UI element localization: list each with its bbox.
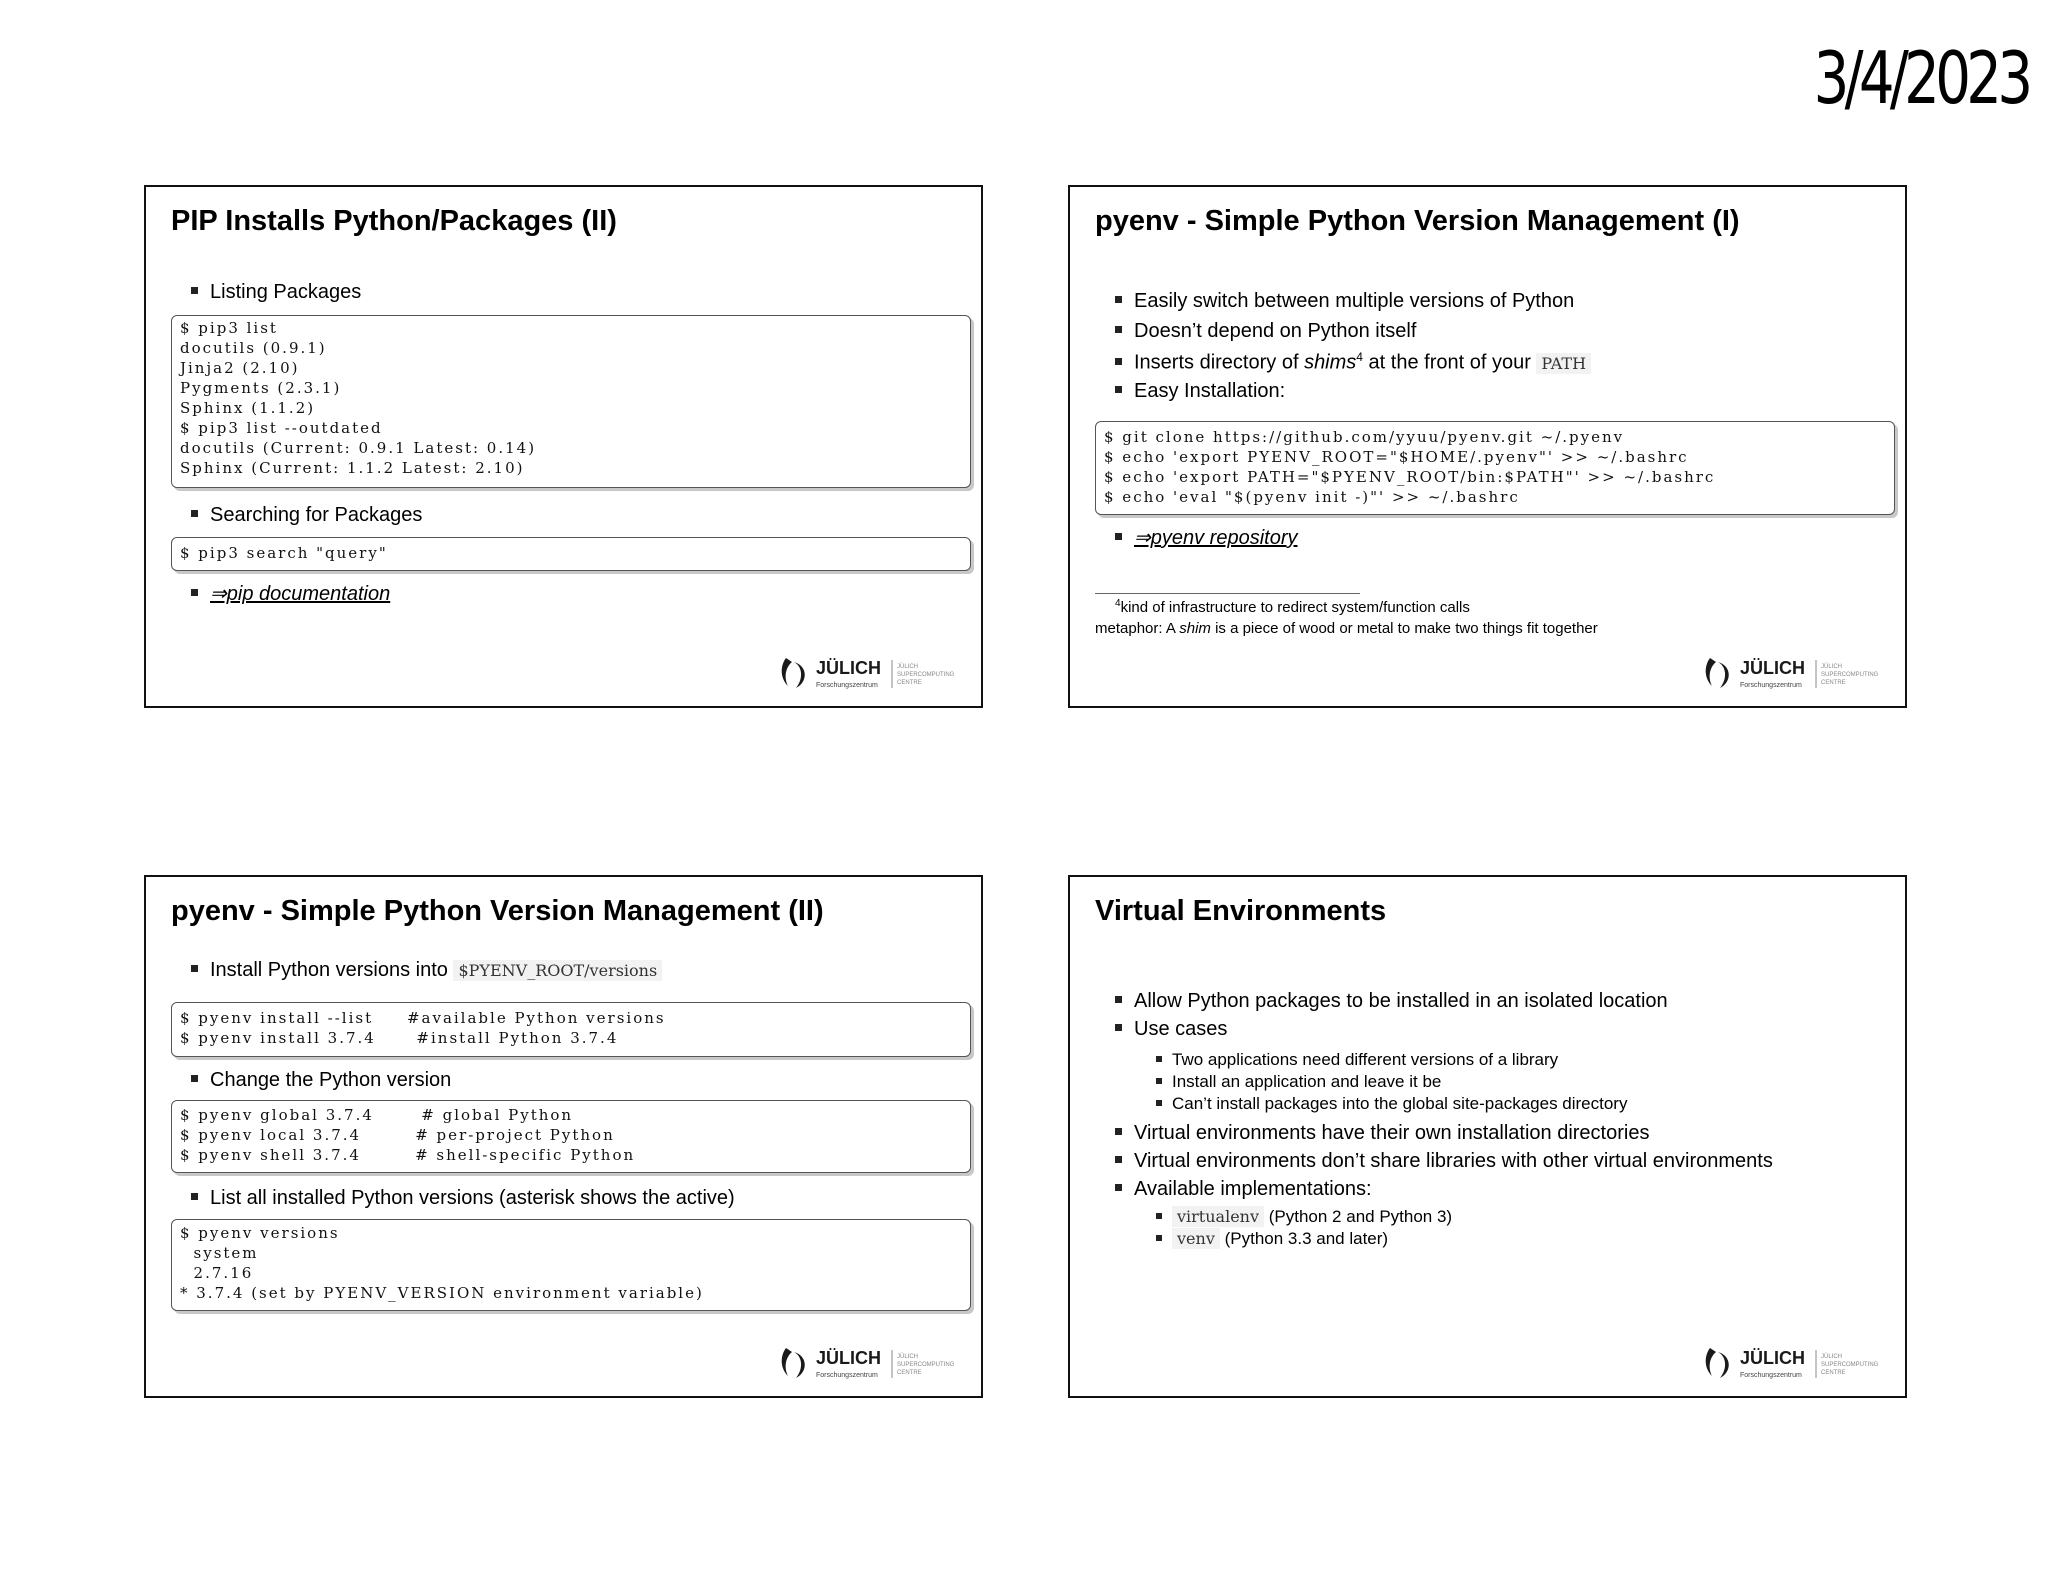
bullet-listing-packages: Listing Packages bbox=[191, 281, 361, 304]
slide-title: pyenv - Simple Python Version Management (II) bbox=[171, 895, 824, 927]
bullet-square-icon bbox=[191, 965, 198, 972]
svg-text:JÜLICH: JÜLICH bbox=[816, 1348, 882, 1368]
code-line: $ pyenv global 3.7.4 # global Python bbox=[180, 1106, 574, 1124]
sub-bullet-virtualenv: virtualenv (Python 2 and Python 3) bbox=[1156, 1207, 1452, 1227]
path-code: PATH bbox=[1536, 353, 1591, 374]
slide-title: PIP Installs Python/Packages (II) bbox=[171, 205, 617, 237]
bullet-doesnt-depend: Doesn’t depend on Python itself bbox=[1115, 320, 1416, 343]
code-line: 2.7.16 bbox=[180, 1264, 254, 1282]
svg-text:Forschungszentrum: Forschungszentrum bbox=[816, 682, 878, 689]
code-line: $ git clone https://github.com/yyuu/pyenv.git ~/.pyenv bbox=[1104, 428, 1625, 446]
bullet-square-icon bbox=[1115, 1128, 1122, 1135]
bullet-pyenv-repository bbox=[1115, 525, 1298, 550]
svg-text:SUPERCOMPUTING: SUPERCOMPUTING bbox=[1821, 1362, 1879, 1368]
svg-text:CENTRE: CENTRE bbox=[1821, 1370, 1846, 1376]
bullet-available-implementations: Available implementations: bbox=[1115, 1178, 1372, 1201]
bullet-square-icon bbox=[191, 1193, 198, 1200]
sub-bullet-venv: venv (Python 3.3 and later) bbox=[1156, 1229, 1388, 1249]
bullet-list-installed: List all installed Python versions (asterisk shows the active) bbox=[191, 1187, 735, 1210]
svg-text:CENTRE: CENTRE bbox=[897, 1370, 922, 1376]
svg-text:JÜLICH: JÜLICH bbox=[816, 658, 882, 678]
bullet-pip-documentation bbox=[191, 581, 390, 606]
julich-logo bbox=[778, 654, 963, 692]
code-line: $ pyenv local 3.7.4 # per-project Python bbox=[180, 1126, 615, 1144]
svg-text:JÜLICH: JÜLICH bbox=[1740, 1348, 1806, 1368]
slide-pyenv-1 bbox=[1068, 185, 1907, 708]
bullet-square-icon bbox=[1115, 533, 1122, 540]
pyenv-root-versions-code: $PYENV_ROOT/versions bbox=[453, 960, 662, 981]
slide-pip-installs bbox=[144, 185, 983, 708]
bullet-inserts-shims: Inserts directory of shims$^4$ at the front of your PATH bbox=[1115, 350, 1591, 375]
code-line: $ pip3 list bbox=[180, 319, 278, 337]
bullet-square-icon bbox=[1115, 326, 1122, 333]
code-line: Sphinx (Current: 1.1.2 Latest: 2.10) bbox=[180, 459, 525, 477]
code-line: $ pyenv versions bbox=[180, 1224, 340, 1242]
svg-text:CENTRE: CENTRE bbox=[897, 680, 922, 686]
code-line: system bbox=[180, 1244, 259, 1262]
code-line: Sphinx (1.1.2) bbox=[180, 399, 316, 417]
code-block-pip-list bbox=[171, 315, 971, 488]
code-block-pyenv-versions-set bbox=[171, 1100, 971, 1173]
bullet-square-icon bbox=[1156, 1078, 1162, 1084]
code-block-pip-search bbox=[171, 537, 971, 571]
code-line: Jinja2 (2.10) bbox=[180, 359, 300, 377]
bullet-square-icon bbox=[1156, 1056, 1162, 1062]
slide-title: pyenv - Simple Python Version Management (I) bbox=[1095, 205, 1740, 237]
svg-text:SUPERCOMPUTING: SUPERCOMPUTING bbox=[897, 1362, 955, 1368]
julich-logo bbox=[1702, 1344, 1887, 1382]
julich-logo bbox=[1702, 654, 1887, 692]
code-line: $ echo 'export PATH="$PYENV_ROOT/bin:$PATH"' >> ~/.bashrc bbox=[1104, 468, 1716, 486]
svg-text:Forschungszentrum: Forschungszentrum bbox=[816, 1372, 878, 1379]
bullet-square-icon bbox=[1115, 296, 1122, 303]
sub-bullet-use-case: Install an application and leave it be bbox=[1156, 1072, 1441, 1092]
pyenv-repository-link[interactable]: ⇒pyenv repository bbox=[1134, 527, 1298, 549]
bullet-square-icon bbox=[1115, 358, 1122, 365]
bullet-dont-share: Virtual environments don’t share libraries with other virtual environments bbox=[1115, 1150, 1773, 1173]
bullet-easily-switch: Easily switch between multiple versions of Python bbox=[1115, 290, 1574, 313]
svg-text:JÜLICH: JÜLICH bbox=[897, 1354, 919, 1360]
julich-logo bbox=[778, 1344, 963, 1382]
footnote-metaphor: metaphor: A shim is a piece of wood or metal to make two things fit together bbox=[1095, 620, 1598, 637]
svg-text:JÜLICH: JÜLICH bbox=[897, 664, 919, 670]
bullet-square-icon bbox=[1156, 1235, 1162, 1241]
page-date: 3/4/2023 bbox=[1813, 36, 2028, 120]
bullet-square-icon bbox=[1115, 996, 1122, 1003]
footnote-shims: $^4$kind of infrastructure to redirect system/function calls bbox=[1115, 598, 1470, 616]
code-line: $ pyenv install --list #available Python versions bbox=[180, 1009, 666, 1027]
svg-text:Forschungszentrum: Forschungszentrum bbox=[1740, 1372, 1802, 1379]
bullet-square-icon bbox=[191, 287, 198, 294]
code-line: $ pyenv install 3.7.4 #install Python 3.7.4 bbox=[180, 1029, 619, 1047]
code-line: $ echo 'eval "$(pyenv init -)"' >> ~/.bashrc bbox=[1104, 488, 1520, 506]
svg-text:SUPERCOMPUTING: SUPERCOMPUTING bbox=[1821, 672, 1879, 678]
svg-text:JÜLICH: JÜLICH bbox=[1740, 658, 1806, 678]
bullet-square-icon bbox=[191, 510, 198, 517]
bullet-searching-packages: Searching for Packages bbox=[191, 504, 422, 527]
bullet-change-version: Change the Python version bbox=[191, 1069, 451, 1092]
svg-text:JÜLICH: JÜLICH bbox=[1821, 664, 1843, 670]
code-block-pyenv-install bbox=[1095, 421, 1895, 515]
code-line: docutils (0.9.1) bbox=[180, 339, 327, 357]
code-line: $ pip3 search "query" bbox=[180, 544, 388, 562]
bullet-square-icon bbox=[1156, 1213, 1162, 1219]
bullet-square-icon bbox=[191, 1075, 198, 1082]
footnote-rule bbox=[1095, 593, 1360, 594]
code-line: $ pyenv shell 3.7.4 # shell-specific Python bbox=[180, 1146, 636, 1164]
svg-text:CENTRE: CENTRE bbox=[1821, 680, 1846, 686]
slide-pyenv-2 bbox=[144, 875, 983, 1398]
bullet-square-icon bbox=[1115, 386, 1122, 393]
code-block-pyenv-versions bbox=[171, 1219, 971, 1311]
code-line: $ pip3 list --outdated bbox=[180, 419, 383, 437]
code-line: docutils (Current: 0.9.1 Latest: 0.14) bbox=[180, 439, 537, 457]
slide-title: Virtual Environments bbox=[1095, 895, 1387, 927]
bullet-easy-installation: Easy Installation: bbox=[1115, 380, 1285, 403]
bullet-square-icon bbox=[1115, 1156, 1122, 1163]
bullet-square-icon bbox=[191, 589, 198, 596]
sub-bullet-use-case: Two applications need different versions of a library bbox=[1156, 1050, 1558, 1070]
bullet-own-directories: Virtual environments have their own installation directories bbox=[1115, 1122, 1649, 1145]
code-block-pyenv-install-list bbox=[171, 1002, 971, 1057]
bullet-square-icon bbox=[1115, 1024, 1122, 1031]
code-line: $ echo 'export PYENV_ROOT="$HOME/.pyenv"' >> ~/.bashrc bbox=[1104, 448, 1689, 466]
svg-text:SUPERCOMPUTING: SUPERCOMPUTING bbox=[897, 672, 955, 678]
bullet-square-icon bbox=[1156, 1100, 1162, 1106]
slide-virtual-environments bbox=[1068, 875, 1907, 1398]
code-line: * 3.7.4 (set by PYENV_VERSION environment variable) bbox=[180, 1284, 704, 1302]
sub-bullet-use-case: Can’t install packages into the global site-packages directory bbox=[1156, 1094, 1627, 1114]
bullet-use-cases: Use cases bbox=[1115, 1018, 1227, 1041]
code-line: Pygments (2.3.1) bbox=[180, 379, 342, 397]
svg-text:JÜLICH: JÜLICH bbox=[1821, 1354, 1843, 1360]
pip-documentation-link[interactable]: ⇒pip documentation bbox=[210, 583, 391, 605]
svg-text:Forschungszentrum: Forschungszentrum bbox=[1740, 682, 1802, 689]
bullet-square-icon bbox=[1115, 1184, 1122, 1191]
bullet-install-versions: Install Python versions into $PYENV_ROOT/versions bbox=[191, 959, 662, 982]
bullet-allow-packages: Allow Python packages to be installed in an isolated location bbox=[1115, 990, 1668, 1013]
